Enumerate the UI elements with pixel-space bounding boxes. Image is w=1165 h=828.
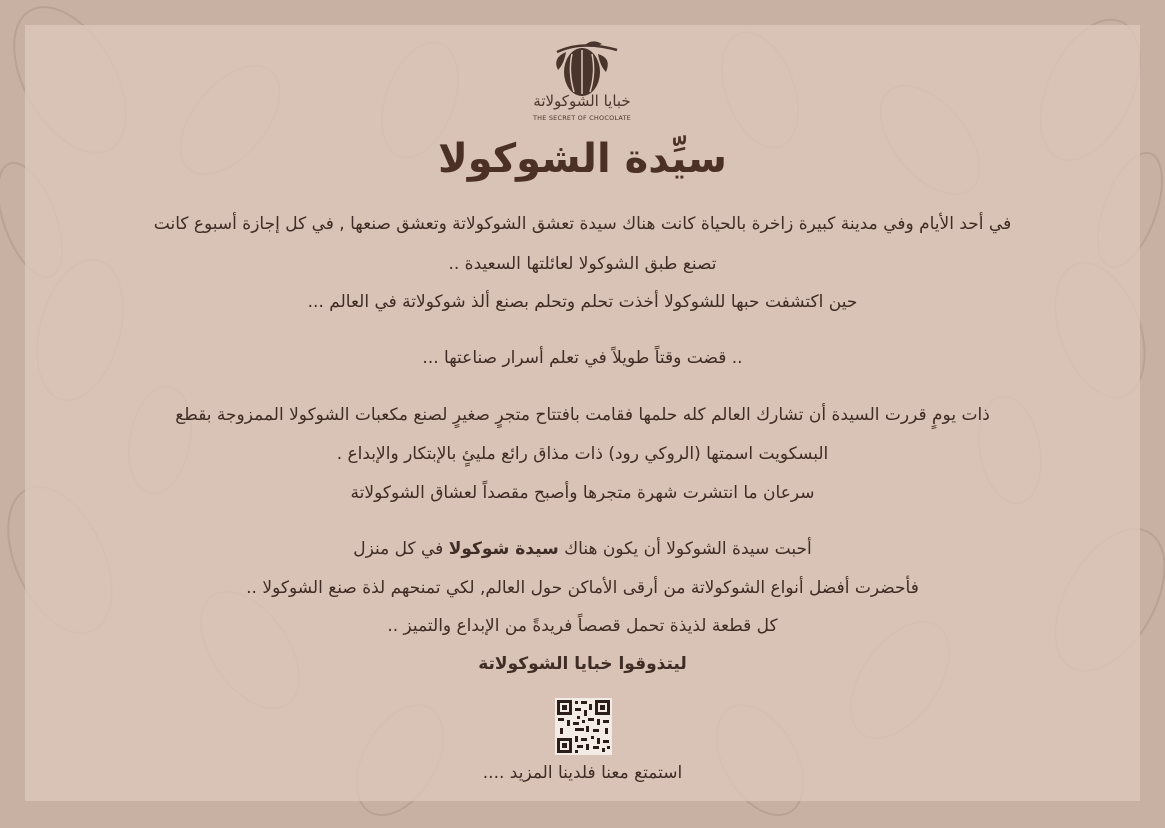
closing-line: فأحضرت أفضل أنواع الشوكولاتة من أرقى الأماكن حول العالم, لكي تمنحهم لذة صنع الشوكولا .. bbox=[246, 578, 919, 598]
footer-text: استمتع معنا فلدينا المزيد .... bbox=[482, 763, 683, 783]
paragraph-line: .. قضت وقتاً طويلاً في تعلم أسرار صناعتها ... bbox=[422, 348, 743, 368]
loved-line-bold: سيدة شوكولا bbox=[448, 539, 559, 559]
tagline: ليتذوقوا خبايا الشوكولاتة bbox=[478, 654, 687, 674]
paragraph-line: تصنع طبق الشوكولا لعائلتها السعيدة .. bbox=[448, 254, 717, 274]
loved-line bbox=[60, 537, 1105, 561]
loved-line-start: أحبت سيدة الشوكولا أن يكون هناك bbox=[558, 539, 812, 559]
qr-code-icon bbox=[555, 698, 612, 755]
paragraph-line: ذات يومٍ قررت السيدة أن تشارك العالم كله حلمها فقامت بافتتاح متجرٍ صغيرٍ لصنع مكعبات الشوكولا الممزوجة بقطع bbox=[175, 405, 990, 425]
brand-name-english: THE SECRET OF CHOCOLATE bbox=[533, 114, 631, 122]
closing-line: كل قطعة لذيذة تحمل قصصاً فريدةً من الإبداع والتميز .. bbox=[387, 616, 778, 636]
paragraph-line: البسكويت اسمتها (الروكي رود) ذات مذاق رائع مليئٍ بالإبتكار والإبداع . bbox=[336, 444, 829, 464]
brand-name-arabic: خبايا الشوكولاتة bbox=[533, 92, 631, 110]
paragraph-line: حين اكتشفت حبها للشوكولا أخذت تحلم وتحلم بصنع ألذ شوكولاتة في العالم ... bbox=[307, 292, 858, 312]
paragraph-line: سرعان ما انتشرت شهرة متجرها وأصبح مقصداً لعشاق الشوكولاتة bbox=[350, 483, 815, 503]
loved-line-end: في كل منزل bbox=[353, 539, 449, 559]
paragraph-line: في أحد الأيام وفي مدينة كبيرة زاخرة بالحياة كانت هناك سيدة تعشق الشوكولاتة وتعشق صنعها , في كل إجازة أسبوع كانت bbox=[153, 214, 1012, 234]
page-title: سيِّدة الشوكولا bbox=[438, 136, 727, 182]
